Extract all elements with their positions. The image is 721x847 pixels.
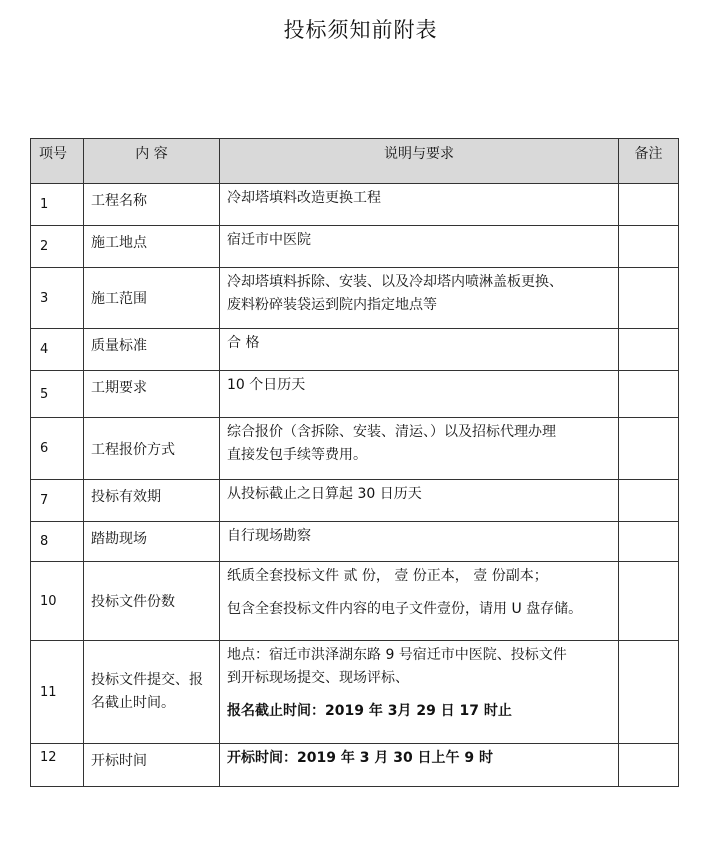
row-desc-line: 地点：宿迁市洪泽湖东路 9 号宿迁市中医院、投标文件: [227, 647, 567, 663]
row-no: 3: [31, 268, 84, 329]
row-note: [619, 480, 679, 522]
row-item-line: 名截止时间。: [91, 695, 175, 711]
table-row: [31, 641, 679, 744]
table-row: [31, 226, 679, 268]
row-item: 投标有效期: [84, 480, 220, 522]
row-item: 开标时间: [84, 744, 220, 787]
row-no: 12: [31, 744, 84, 787]
row-note: [619, 371, 679, 418]
row-no: 8: [31, 522, 84, 562]
row-desc-line: 纸质全套投标文件 贰 份， 壹 份正本， 壹 份副本；: [227, 568, 548, 584]
table-row: [31, 184, 679, 226]
table-row: [31, 522, 679, 562]
row-desc-line: 综合报价（含拆除、安装、清运、）以及招标代理办理: [227, 424, 556, 440]
table-row: [31, 329, 679, 371]
row-note: [619, 522, 679, 562]
row-no: 6: [31, 418, 84, 480]
row-note: [619, 562, 679, 641]
row-desc: 10 个日历天: [227, 377, 306, 393]
row-item: 施工地点: [84, 226, 220, 268]
row-note: [619, 744, 679, 787]
header-desc: 说明与要求: [220, 139, 619, 184]
row-note: [619, 184, 679, 226]
table-row: [31, 268, 679, 329]
row-desc-line: 包含全套投标文件内容的电子文件壹份，请用 U 盘存储。: [227, 601, 583, 617]
table-header-row: [31, 139, 679, 184]
row-item: 工程报价方式: [84, 418, 220, 480]
header-no: 项号: [31, 139, 84, 184]
row-no: 7: [31, 480, 84, 522]
header-note: 备注: [619, 139, 679, 184]
table-row: [31, 480, 679, 522]
row-desc-line: 废料粉碎装袋运到院内指定地点等: [227, 297, 437, 313]
row-desc-line: 直接发包手续等费用。: [227, 447, 367, 463]
row-item: 工期要求: [84, 371, 220, 418]
row-no: 1: [31, 184, 84, 226]
row-desc-line: 冷却塔填料拆除、安装、以及冷却塔内喷淋盖板更换、: [227, 274, 563, 290]
row-desc: 从投标截止之日算起 30 日历天: [227, 486, 422, 502]
table-row: [31, 744, 679, 787]
row-no: 5: [31, 371, 84, 418]
row-item-line: 投标文件提交、报: [91, 672, 203, 688]
row-desc-line: 到开标现场提交、现场评标、: [227, 670, 409, 686]
row-desc: 自行现场勘察: [227, 528, 311, 544]
row-item: 质量标准: [84, 329, 220, 371]
row-desc: 宿迁市中医院: [227, 232, 311, 248]
page-title: 投标须知前附表: [283, 18, 438, 42]
opening-time: 开标时间：2019 年 3 月 30 日上午 9 时: [227, 750, 494, 766]
row-no: 11: [31, 641, 84, 744]
table-row: [31, 418, 679, 480]
row-item: 工程名称: [84, 184, 220, 226]
header-content: 内 容: [84, 139, 220, 184]
row-no: 2: [31, 226, 84, 268]
row-no: 4: [31, 329, 84, 371]
row-note: [619, 226, 679, 268]
row-note: [619, 418, 679, 480]
row-note: [619, 268, 679, 329]
row-desc: 冷却塔填料改造更换工程: [227, 190, 381, 206]
row-item: 施工范围: [84, 268, 220, 329]
table-row: [31, 371, 679, 418]
row-note: [619, 329, 679, 371]
row-desc: 合 格: [227, 335, 260, 351]
row-item: 投标文件份数: [84, 562, 220, 641]
row-item: 踏勘现场: [84, 522, 220, 562]
row-note: [619, 641, 679, 744]
row-no: 10: [31, 562, 84, 641]
bid-notice-table: [30, 138, 679, 787]
registration-deadline: 报名截止时间：2019 年 3月 29 日 17 时止: [227, 703, 512, 719]
table-row: [31, 562, 679, 641]
